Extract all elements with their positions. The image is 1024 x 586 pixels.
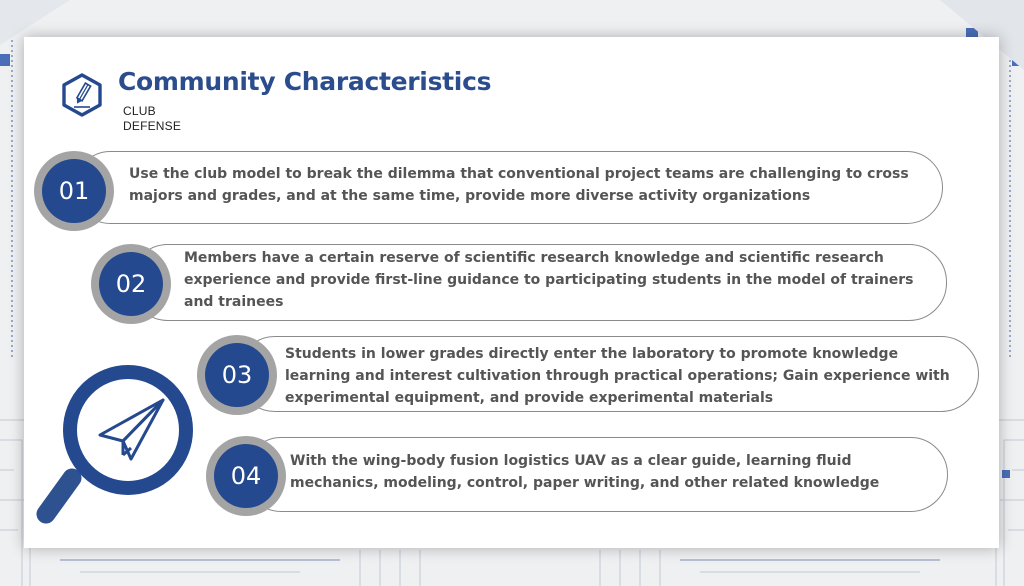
page-title: Community Characteristics [118, 67, 492, 96]
magnifier-paper-plane-icon [30, 360, 210, 535]
item-04-badge [206, 436, 286, 516]
item-01-badge [34, 151, 114, 231]
subtitle-line-defense: DEFENSE [123, 119, 182, 133]
subtitle-line-club: CLUB [123, 104, 156, 118]
item-02-number: 02 [99, 252, 163, 316]
hexagon-pencil-icon [60, 72, 104, 118]
item-03-number: 03 [205, 343, 269, 407]
subtitle [123, 104, 181, 134]
item-01-text: Use the club model to break the dilemma that conventional project teams are challenging to cross majors and grades, and at the same time, provide more diverse activity organizations [129, 166, 909, 204]
item-02-badge [91, 244, 171, 324]
item-01-number: 01 [42, 159, 106, 223]
item-02-text: Members have a certain reserve of scientific research knowledge and scientific research experience and provide first-line guidance to participating students in the model of trainers and trainees [184, 250, 914, 310]
item-04-number: 04 [214, 444, 278, 508]
item-03-text: Students in lower grades directly enter the laboratory to promote knowledge learning and interest cultivation through practical operations; Gain experience with experimental equipment, and provide experimental materials [285, 346, 950, 406]
item-04-text: With the wing-body fusion logistics UAV as a clear guide, learning fluid mechanics, modeling, control, paper writing, and other related knowledge [290, 453, 880, 491]
